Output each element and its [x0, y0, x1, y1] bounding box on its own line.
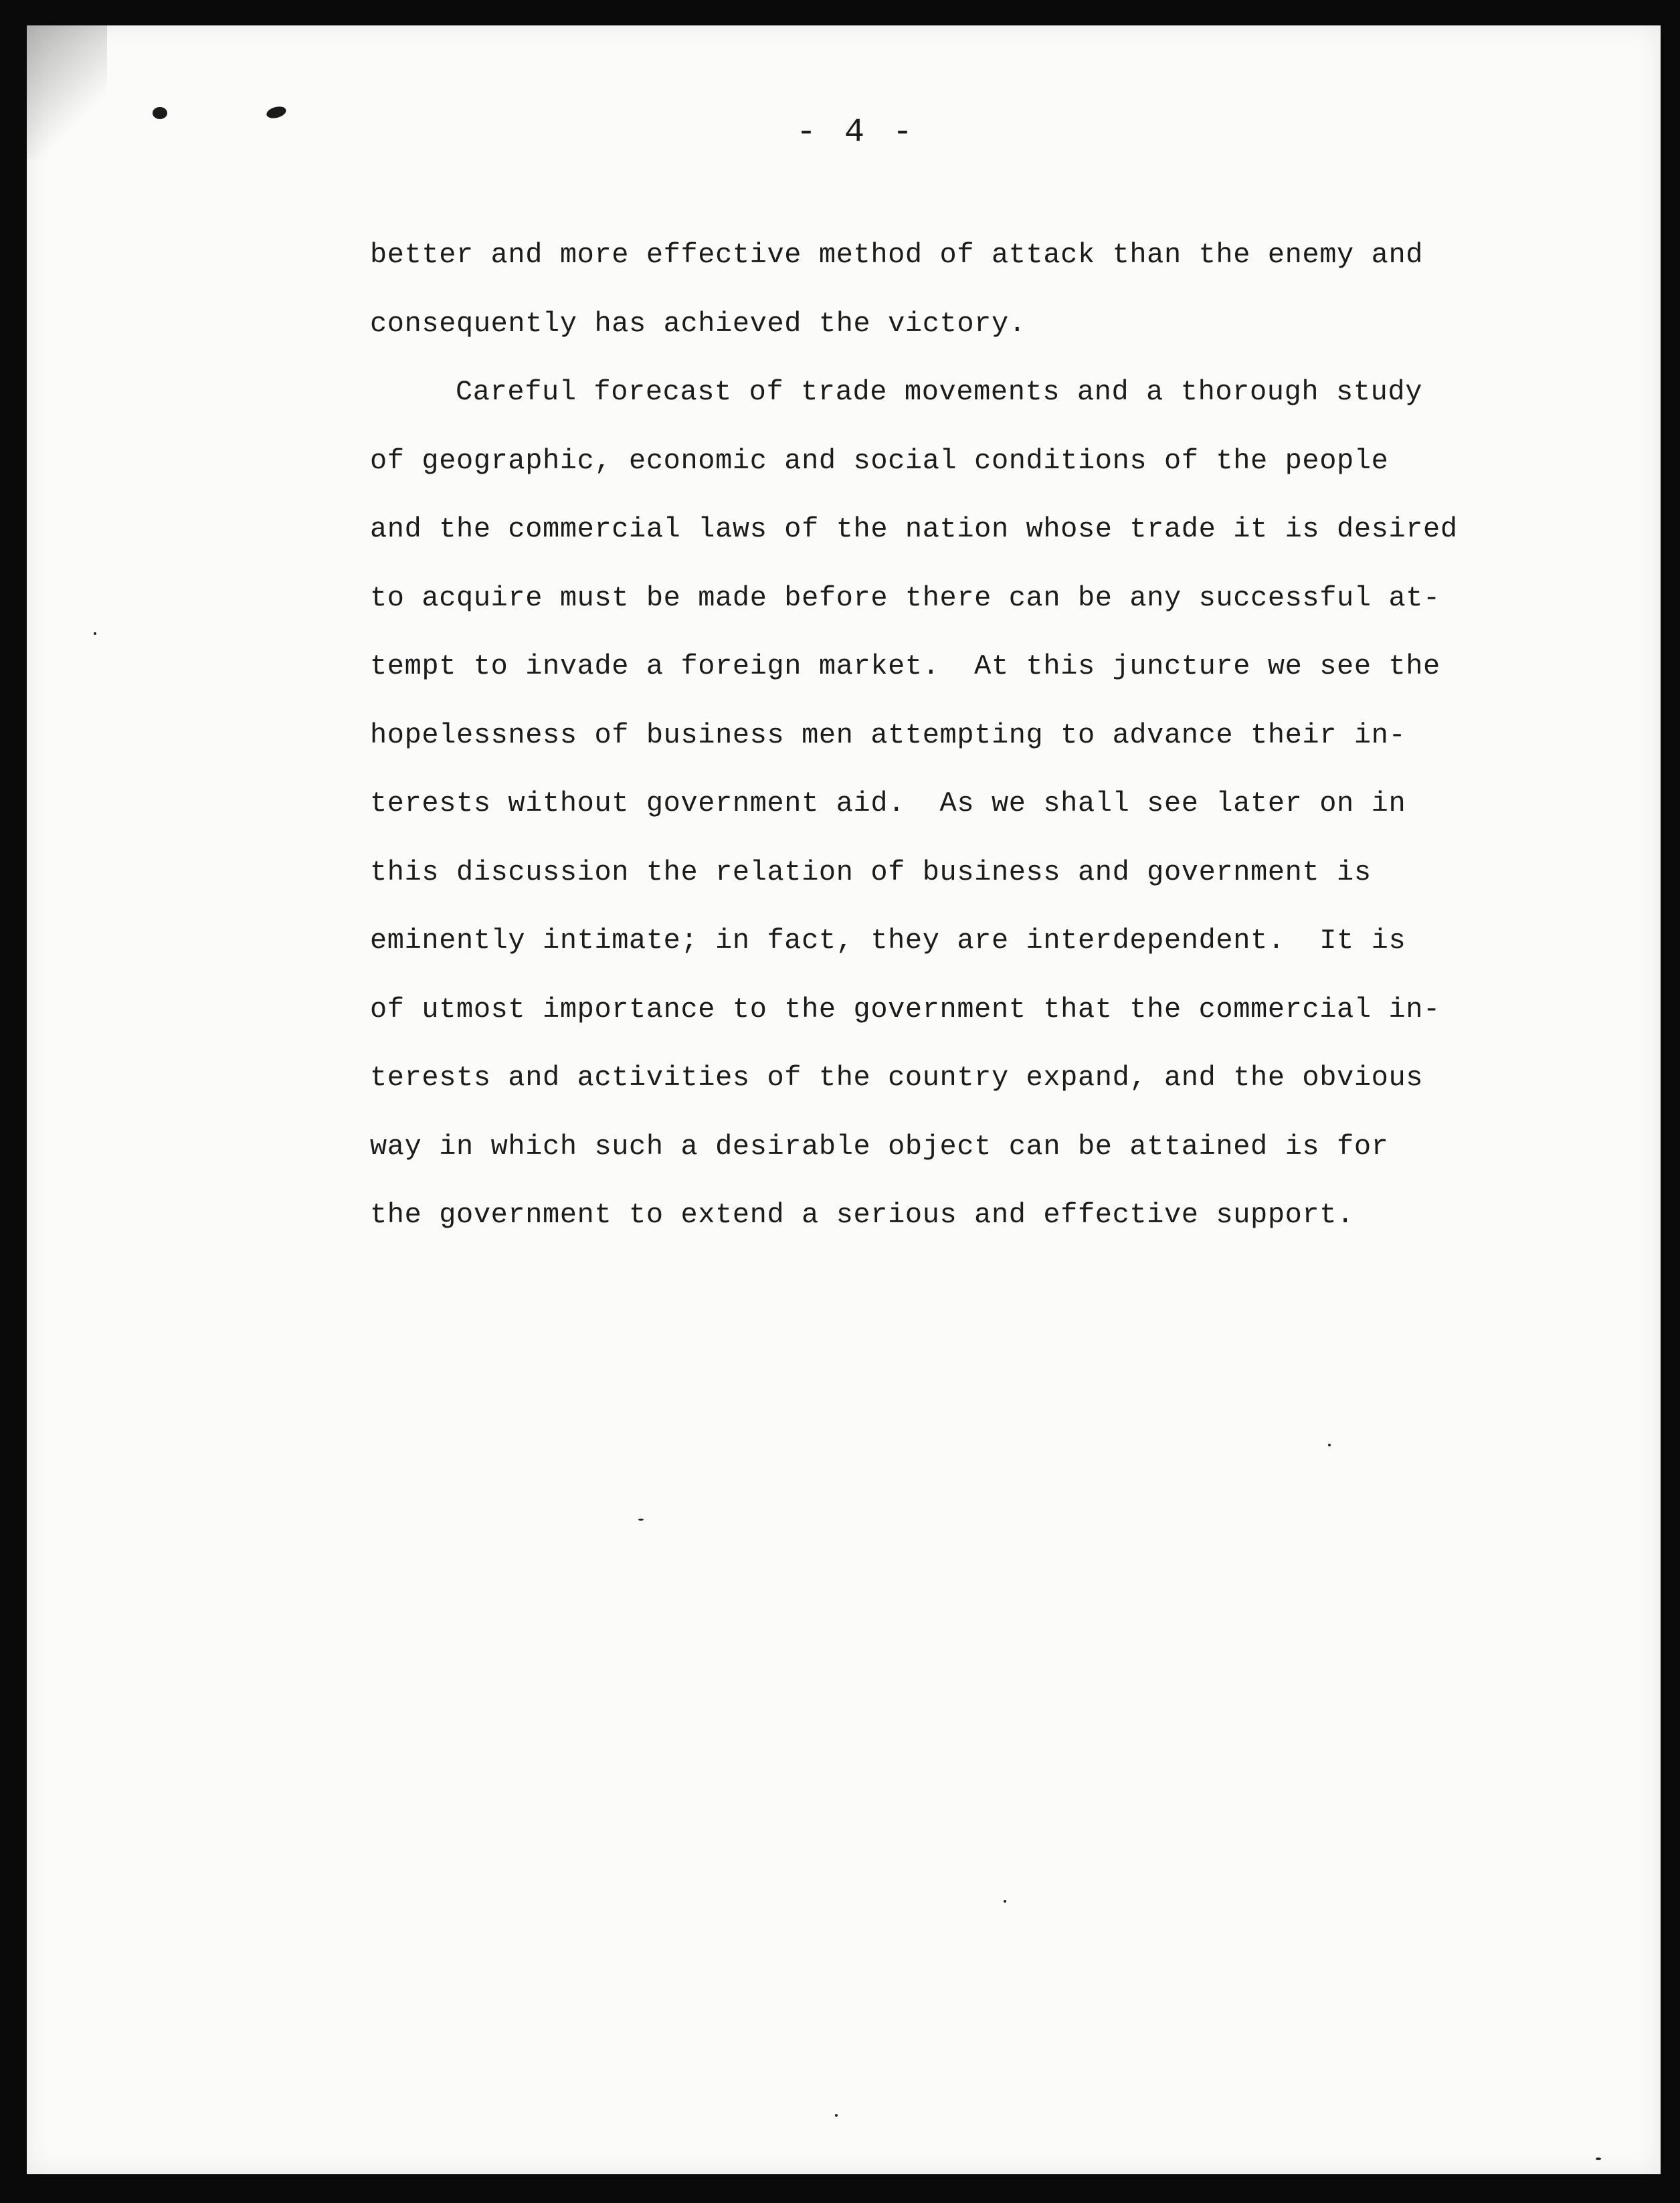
text-line: way in which such a desirable object can be attained is for — [370, 1130, 1389, 1163]
text-line: of utmost importance to the government that the commercial in- — [370, 993, 1440, 1026]
paper-speck — [1328, 1444, 1331, 1446]
text-line: terests and activities of the country expand, and the obvious — [370, 1062, 1424, 1094]
text-line: Careful forecast of trade movements and a thorough study — [456, 376, 1423, 408]
text-line: this discussion the relation of business and government is — [370, 856, 1372, 888]
text-line: terests without government aid. As we shall see later on in — [370, 787, 1406, 820]
ink-mark-left — [153, 107, 167, 119]
text-line: better and more effective method of attack than the enemy and — [370, 239, 1424, 271]
page-number: - 4 - — [796, 114, 917, 152]
text-line: eminently intimate; in fact, they are interdependent. It is — [370, 925, 1406, 957]
text-line: and the commercial laws of the nation whose trade it is desired — [370, 513, 1458, 545]
text-line: the government to extend a serious and effective support. — [370, 1199, 1354, 1231]
paper-speck — [94, 632, 96, 635]
text-line: tempt to invade a foreign market. At this juncture we see the — [370, 650, 1440, 682]
text-line: hopelessness of business men attempting to advance their in- — [370, 719, 1406, 751]
body-text — [370, 221, 1521, 1250]
text-line: consequently has achieved the victory. — [370, 307, 1026, 340]
paper-speck — [1596, 2158, 1601, 2160]
paper-speck — [835, 2114, 838, 2117]
paper-speck — [1004, 1900, 1006, 1903]
paper-speck — [638, 1519, 644, 1521]
text-line: of geographic, economic and social conditions of the people — [370, 444, 1389, 477]
text-line: to acquire must be made before there can be any successful at- — [370, 581, 1440, 614]
corner-smudge — [27, 25, 107, 159]
